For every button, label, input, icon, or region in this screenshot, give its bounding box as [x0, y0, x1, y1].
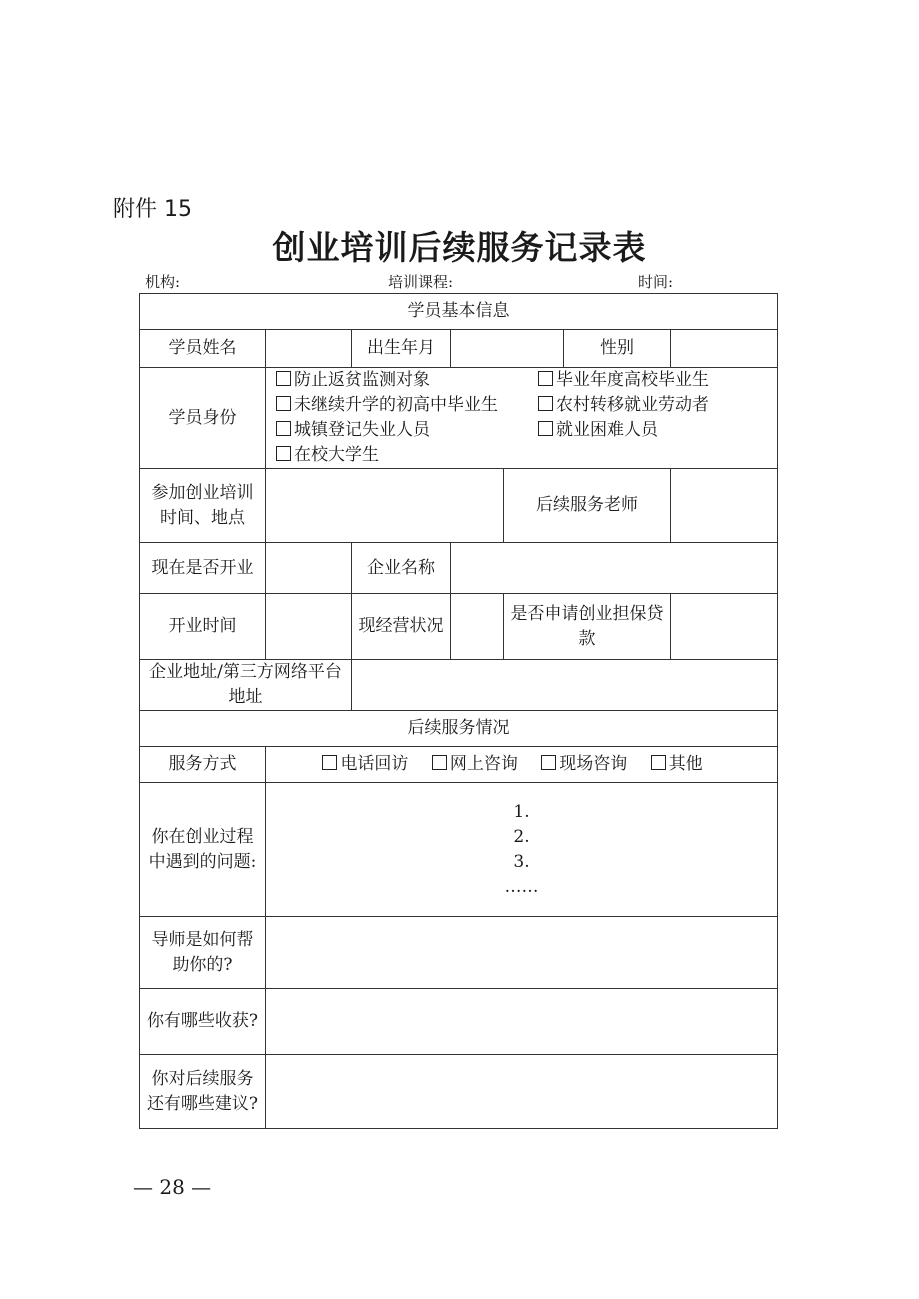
label-training-time-place: 参加创业培训时间、地点 [140, 469, 266, 543]
input-followup-teacher[interactable] [671, 469, 778, 543]
service-options [266, 747, 778, 783]
input-training-time-place[interactable] [266, 469, 504, 543]
course-label: 培训课程: [388, 273, 454, 291]
checkbox-icon [276, 396, 291, 411]
input-business-open[interactable] [266, 543, 352, 594]
attachment-label: 附件 15 [113, 197, 192, 222]
checkbox-icon [322, 755, 337, 770]
identity-option[interactable]: 就业困难人员 [538, 418, 778, 443]
service-option[interactable]: 其他 [651, 754, 703, 774]
label-birth: 出生年月 [352, 330, 451, 368]
org-label: 机构: [145, 273, 181, 291]
problem-line: 3. [513, 851, 530, 872]
input-mentor-help[interactable] [266, 917, 778, 989]
input-gains[interactable] [266, 989, 778, 1055]
checkbox-icon [651, 755, 666, 770]
checkbox-icon [432, 755, 447, 770]
label-company-name: 企业名称 [352, 543, 451, 594]
section-followup: 后续服务情况 [140, 711, 778, 747]
input-guarantee-loan[interactable] [671, 594, 778, 660]
label-problems: 你在创业过程中遇到的问题: [140, 783, 266, 917]
label-open-time: 开业时间 [140, 594, 266, 660]
input-open-time[interactable] [266, 594, 352, 660]
checkbox-icon [538, 371, 553, 386]
section-basic-info: 学员基本信息 [140, 294, 778, 330]
form-title: 创业培训后续服务记录表 [272, 228, 647, 267]
input-gender[interactable] [671, 330, 778, 368]
problem-line: 1. [513, 801, 530, 822]
record-table [139, 293, 778, 1129]
checkbox-icon [276, 446, 291, 461]
label-business-open: 现在是否开业 [140, 543, 266, 594]
service-option[interactable]: 网上咨询 [432, 754, 518, 774]
identity-options [266, 368, 778, 469]
identity-option[interactable]: 在校大学生 [276, 443, 538, 468]
page-number: — 28 — [133, 1175, 212, 1199]
identity-option[interactable]: 城镇登记失业人员 [276, 418, 538, 443]
label-mentor-help: 导师是如何帮助你的? [140, 917, 266, 989]
identity-option[interactable]: 毕业年度高校毕业生 [538, 368, 778, 393]
identity-option[interactable]: 防止返贫监测对象 [276, 368, 538, 393]
checkbox-icon [538, 421, 553, 436]
label-address: 企业地址/第三方网络平台地址 [140, 660, 352, 711]
checkbox-icon [541, 755, 556, 770]
checkbox-icon [276, 371, 291, 386]
label-identity: 学员身份 [140, 368, 266, 469]
identity-option[interactable]: 未继续升学的初高中毕业生 [276, 393, 538, 418]
input-problems[interactable] [266, 783, 778, 917]
checkbox-icon [538, 396, 553, 411]
input-address[interactable] [352, 660, 778, 711]
input-birth[interactable] [451, 330, 564, 368]
label-followup-teacher: 后续服务老师 [504, 469, 671, 543]
service-option[interactable]: 电话回访 [322, 754, 408, 774]
time-label: 时间: [638, 273, 674, 291]
problem-line: …… [504, 876, 539, 897]
label-service-method: 服务方式 [140, 747, 266, 783]
label-current-status: 现经营状况 [352, 594, 451, 660]
input-name[interactable] [266, 330, 352, 368]
input-current-status[interactable] [451, 594, 504, 660]
input-suggestions[interactable] [266, 1055, 778, 1129]
identity-option[interactable]: 农村转移就业劳动者 [538, 393, 778, 418]
input-company-name[interactable] [451, 543, 778, 594]
label-gains: 你有哪些收获? [140, 989, 266, 1055]
problem-line: 2. [513, 826, 530, 847]
label-suggestions: 你对后续服务还有哪些建议? [140, 1055, 266, 1129]
label-name: 学员姓名 [140, 330, 266, 368]
label-gender: 性别 [564, 330, 671, 368]
checkbox-icon [276, 421, 291, 436]
service-option[interactable]: 现场咨询 [541, 754, 627, 774]
label-guarantee-loan: 是否申请创业担保贷款 [504, 594, 671, 660]
